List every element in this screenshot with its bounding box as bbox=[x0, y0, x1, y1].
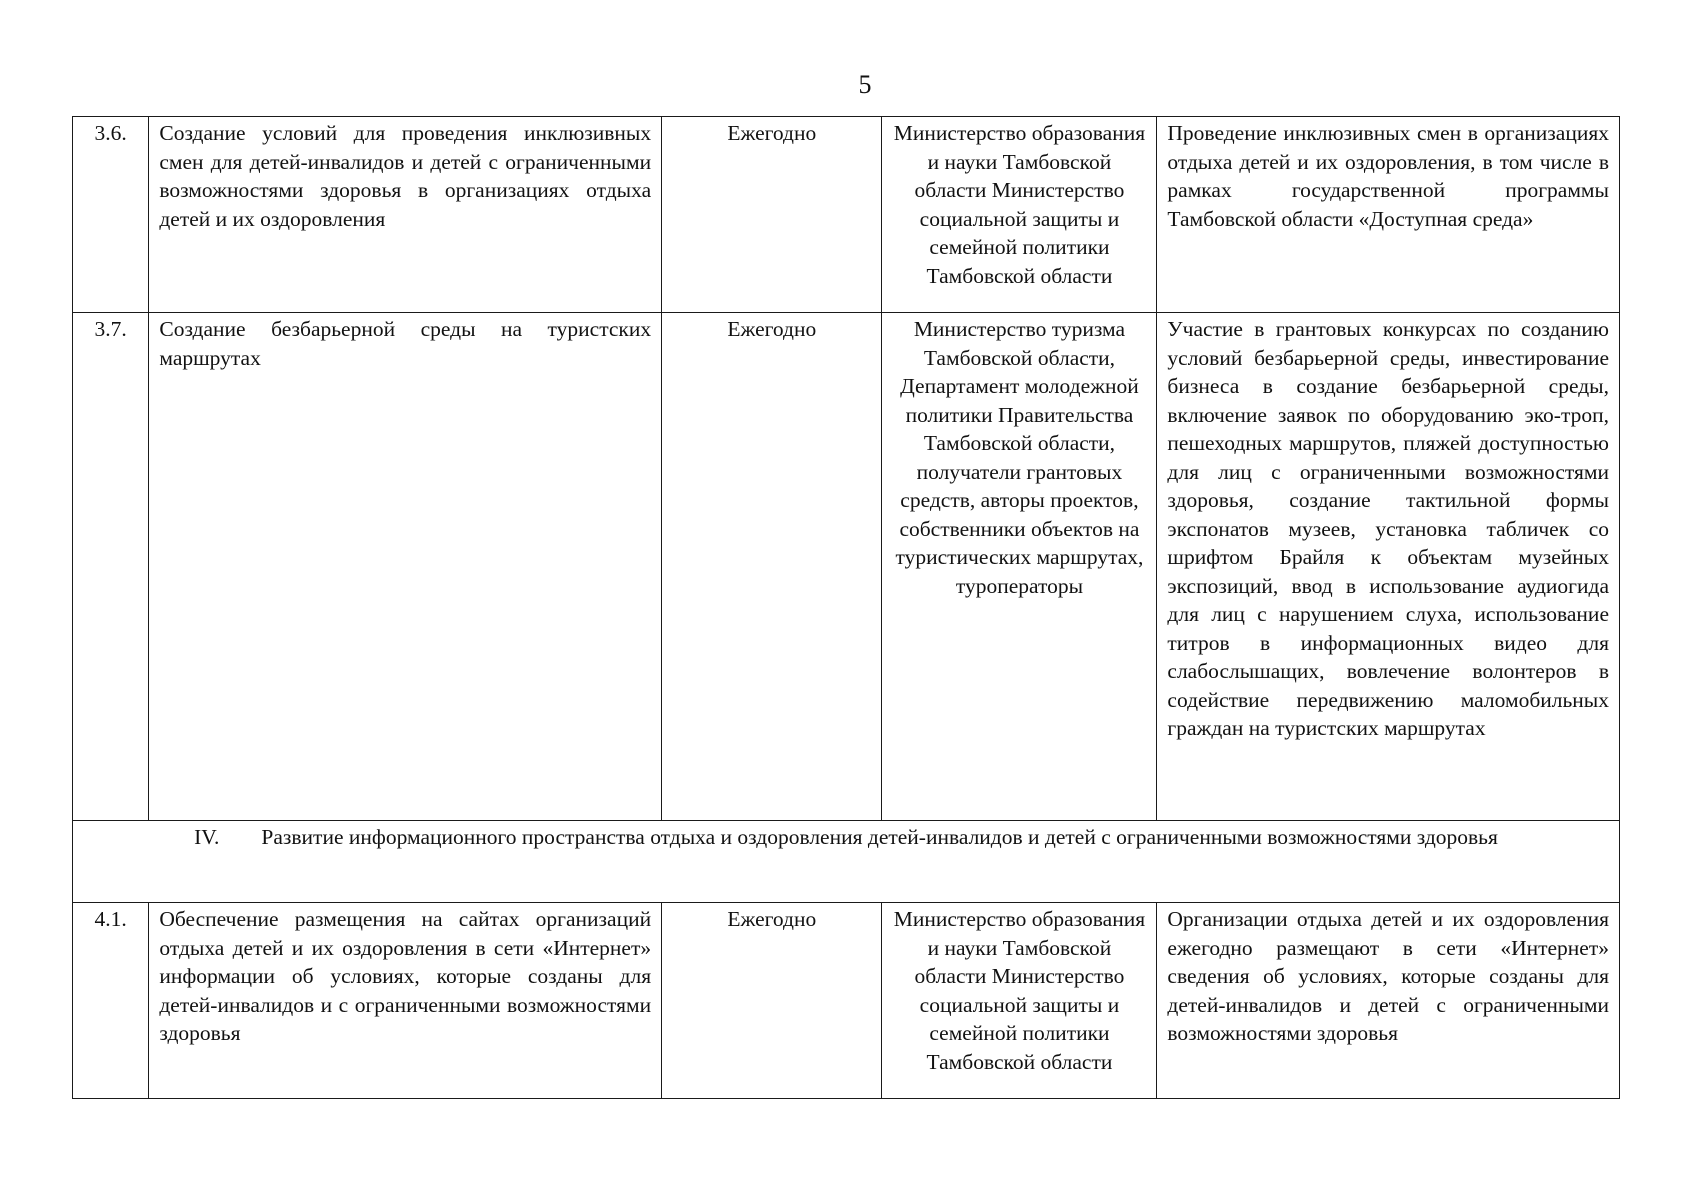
section-heading bbox=[73, 821, 1620, 903]
measure-result: Проведение инклюзивных смен в организациях отдыха детей и их оздоровления, в том числе в рамках государственной программы Тамбовской области «Доступная среда» bbox=[1157, 117, 1620, 313]
section-number: IV. bbox=[194, 825, 220, 849]
measures-table bbox=[72, 116, 1620, 1099]
measure-result: Организации отдыха детей и их оздоровления ежегодно размещают в сети «Интернет» сведения об условиях, которые созданы для детей-инвалидов и детей с ограниченными возможностями здоровья bbox=[1157, 903, 1620, 1099]
section-row bbox=[73, 821, 1620, 903]
measure-period: Ежегодно bbox=[662, 313, 882, 821]
row-number: 3.7. bbox=[73, 313, 149, 821]
measure-period: Ежегодно bbox=[662, 903, 882, 1099]
page-number: 5 bbox=[858, 70, 872, 99]
section-title: Развитие информационного пространства отдыха и оздоровления детей-инвалидов и детей с ограниченными возможностями здоровья bbox=[261, 825, 1498, 849]
table-row bbox=[73, 117, 1620, 313]
measure-result: Участие в грантовых конкурсах по созданию условий безбарьерной среды, инвестирование бизнеса в создание безбарьерной среды, включение заявок по оборудованию эко-троп, пешеходных маршрутов, пляжей доступностью для лиц с ограниченными возможностями здоровья, создание тактильной формы экспонатов музеев, установка табличек со шрифтом Брайля к объектам музейных экспозиций, ввод в использование аудиогида для лиц с нарушением слуха, использование титров в информационных видео для слабослышащих, вовлечение волонтеров в содействие передвижению маломобильных граждан на туристских маршрутах bbox=[1157, 313, 1620, 821]
table-row bbox=[73, 313, 1620, 821]
measure-name: Обеспечение размещения на сайтах организаций отдыха детей и их оздоровления в сети «Интернет» информации об условиях, которые созданы для детей-инвалидов и с ограниченными возможностями здоровья bbox=[149, 903, 662, 1099]
measure-responsible: Министерство туризма Тамбовской области, Департамент молодежной политики Правительства Тамбовской области, получатели грантовых средств, авторы проектов, собственники объектов на туристических маршрутах, туроператоры bbox=[882, 313, 1157, 821]
row-number: 3.6. bbox=[73, 117, 149, 313]
measure-period: Ежегодно bbox=[662, 117, 882, 313]
measure-responsible: Министерство образования и науки Тамбовской области Министерство социальной защиты и семейной политики Тамбовской области bbox=[882, 903, 1157, 1099]
measure-responsible: Министерство образования и науки Тамбовской области Министерство социальной защиты и семейной политики Тамбовской области bbox=[882, 117, 1157, 313]
table-row bbox=[73, 903, 1620, 1099]
row-number: 4.1. bbox=[73, 903, 149, 1099]
measure-name: Создание безбарьерной среды на туристских маршрутах bbox=[149, 313, 662, 821]
measure-name: Создание условий для проведения инклюзивных смен для детей-инвалидов и детей с ограниченными возможностями здоровья в организациях отдыха детей и их оздоровления bbox=[149, 117, 662, 313]
